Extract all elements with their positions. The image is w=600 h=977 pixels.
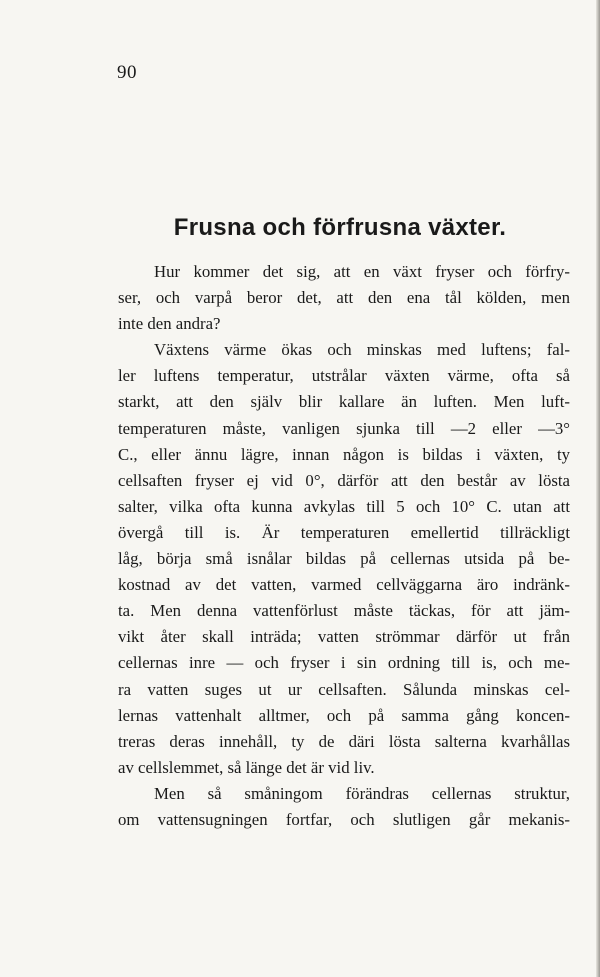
text-line: låg, börja små isnålar bildas på cellernas utsida på be- [118,549,570,569]
text-line: inte den andra? [118,314,221,334]
text-line: kostnad av det vatten, varmed cellväggarna äro indränk- [118,575,570,595]
text-line: cellernas inre — och fryser i sin ordning till is, och me- [118,653,570,673]
text-line: ra vatten suges ut ur cellsaften. Sålunda minskas cel- [118,679,570,699]
body-text [118,259,570,833]
text-line: Växtens värme ökas och minskas med luftens; fal- [154,340,570,360]
text-line: av cellslemmet, så länge det är vid liv. [118,757,375,777]
page-edge [596,0,600,977]
text-line: ler luftens temperatur, utstrålar växten värme, ofta så [118,366,570,386]
text-line: cellsaften fryser ej vid 0°, därför att den består av lösta [118,470,570,490]
text-line: Hur kommer det sig, att en växt fryser och förfry- [154,262,570,281]
text-line: Men så småningom förändras cellernas struktur, [154,783,570,803]
text-line: temperaturen måste, vanligen sjunka till —2 eller —3° [118,418,570,438]
text-line: övergå till is. Är temperaturen emellertid tillräckligt [118,522,570,542]
text-line: salter, vilka ofta kunna avkylas till 5 och 10° C. utan att [118,496,570,516]
text-line: C., eller ännu lägre, innan någon is bildas i växten, ty [118,444,570,464]
text-line: om vattensugningen fortfar, och slutligen går mekanis- [118,809,570,829]
text-line: starkt, att den själv blir kallare än luften. Men luft- [118,392,570,412]
text-line: lernas vattenhalt alltmer, och på samma gång koncen- [118,705,570,725]
chapter-title: Frusna och förfrusna växter. [173,214,507,241]
text-line: treras deras innehåll, ty de däri lösta salterna kvarhållas [118,731,570,751]
text-line: vikt åter skall inträda; vatten strömmar därför ut från [118,627,570,647]
text-line: ser, och varpå beror det, att den ena tål kölden, men [118,288,570,308]
page-number: 90 [117,62,137,83]
text-line: ta. Men denna vattenförlust måste täckas, för att jäm- [118,601,570,621]
